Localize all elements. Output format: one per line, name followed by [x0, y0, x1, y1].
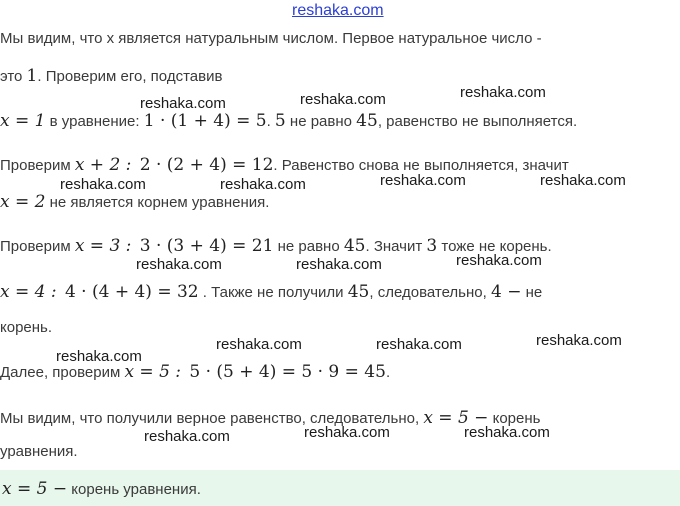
text: не является корнем уравнения. — [45, 194, 270, 211]
math: 3 · (3 + 4) = 21 — [139, 236, 274, 256]
math: x = 5 − — [2, 479, 68, 499]
math: 4 − — [490, 282, 522, 302]
text: это — [0, 68, 27, 85]
watermark: reshaka.com — [304, 424, 390, 441]
text-line: корень. — [0, 319, 53, 336]
math: x = 3 : — [74, 236, 132, 256]
text: Проверим — [0, 238, 75, 255]
text: не — [521, 284, 543, 301]
watermark: reshaka.com — [300, 91, 386, 108]
watermark: reshaka.com — [380, 172, 466, 189]
watermark: reshaka.com — [220, 176, 306, 193]
watermark: reshaka.com — [456, 252, 542, 269]
text: не равно — [273, 238, 344, 255]
math: x = 5 − — [423, 408, 489, 428]
math: x = 5 : — [124, 362, 182, 382]
watermark: reshaka.com — [296, 256, 382, 273]
text: тоже не корень. — [437, 238, 552, 255]
text: , следовательно, — [369, 284, 491, 301]
text: корень — [488, 410, 541, 427]
math: x = 1 — [0, 111, 46, 131]
watermark: reshaka.com — [216, 336, 302, 353]
answer-box — [0, 470, 680, 506]
math: 45 — [347, 282, 370, 302]
math: 45 — [343, 236, 366, 256]
text-line — [0, 155, 569, 175]
watermark: reshaka.com — [136, 256, 222, 273]
text: Далее, проверим — [0, 364, 125, 381]
text-line: Мы видим, что x является натуральным числом. Первое натуральное число - — [0, 30, 542, 47]
text-line — [0, 111, 577, 131]
watermark: reshaka.com — [536, 332, 622, 349]
watermark-link[interactable]: reshaka.com — [292, 2, 384, 19]
text: . Проверим его, подставив — [37, 68, 223, 85]
math: 4 · (4 + 4) = 32 — [64, 282, 199, 302]
math: 3 — [426, 236, 438, 256]
text-line — [0, 282, 542, 302]
math: x + 2 : — [74, 155, 132, 175]
watermark: reshaka.com — [144, 428, 230, 445]
watermark: reshaka.com — [460, 84, 546, 101]
text: . Значит — [365, 238, 427, 255]
text: . Также не получили — [198, 284, 348, 301]
text: корень уравнения. — [67, 481, 201, 498]
text: не равно — [285, 113, 357, 130]
text: Проверим — [0, 157, 75, 174]
text: в уравнение: — [45, 113, 144, 130]
math: 45 — [356, 111, 378, 131]
math: 5 · (5 + 4) = 5 · 9 = 45 — [189, 362, 386, 382]
math: 5 — [274, 111, 286, 131]
math: x = 2 — [0, 192, 46, 212]
text: , равенство не выполняется. — [377, 113, 578, 130]
watermark: reshaka.com — [464, 424, 550, 441]
math: 1 — [26, 66, 38, 86]
text-line — [0, 66, 222, 86]
text: . — [385, 364, 391, 381]
text: . Равенство снова не выполняется, значит — [273, 157, 569, 174]
text-line — [0, 362, 390, 382]
watermark: reshaka.com — [540, 172, 626, 189]
text-line — [0, 408, 540, 428]
math: 1 · (1 + 4) = 5 — [143, 111, 267, 131]
answer-text — [2, 479, 201, 499]
text-line — [0, 192, 269, 212]
watermark: reshaka.com — [140, 95, 226, 112]
text: Мы видим, что получили верное равенство, следовательно, — [0, 410, 424, 427]
watermark: reshaka.com — [56, 348, 142, 365]
watermark: reshaka.com — [60, 176, 146, 193]
math: x = 4 : — [0, 282, 57, 302]
text-line: уравнения. — [0, 443, 78, 460]
math: 2 · (2 + 4) = 12 — [139, 155, 274, 175]
text: . — [266, 113, 275, 130]
watermark: reshaka.com — [376, 336, 462, 353]
